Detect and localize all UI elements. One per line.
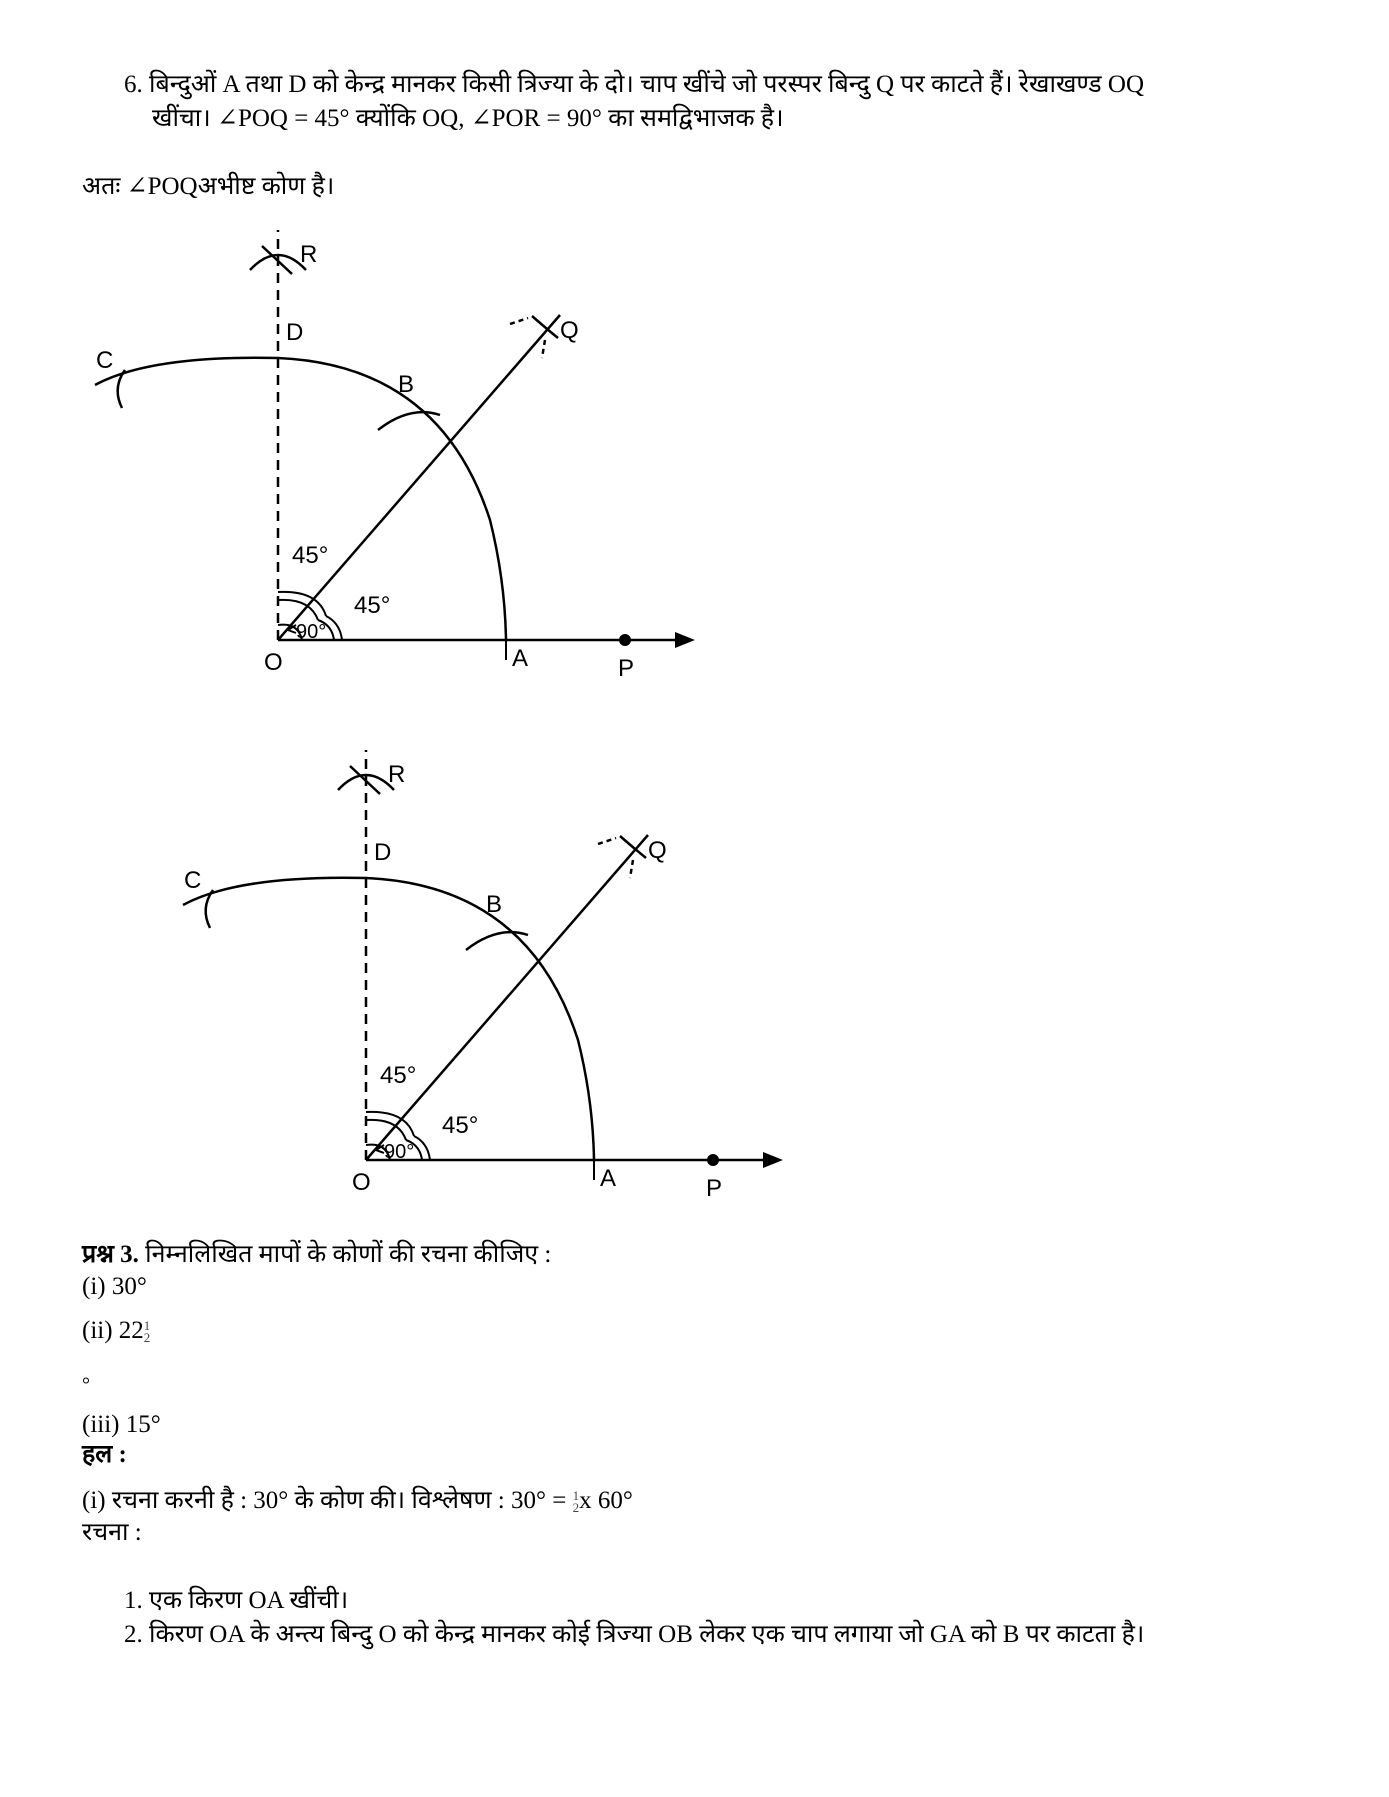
fraction-half: 1 2: [572, 1488, 580, 1516]
step6-line1: [124, 70, 1144, 100]
angle-45-lower: 45°: [354, 592, 391, 619]
label-P: P: [706, 1175, 723, 1200]
label-D: D: [374, 839, 392, 866]
label-B: B: [486, 891, 503, 918]
solution-part1: (i) रचना करनी है : 30° के कोण की। विश्लेषण : 30° = 1 2 x 60°: [82, 1487, 633, 1516]
question-text: निम्नलिखित मापों के कोणों की रचना कीजिए :: [145, 1241, 552, 1268]
label-C: C: [96, 347, 114, 374]
label-Q: Q: [648, 837, 667, 864]
solution-heading: हल :: [82, 1441, 127, 1468]
label-P: P: [618, 655, 635, 680]
question-heading: [82, 1240, 551, 1270]
step-1: 1. एक किरण OA खींची।: [124, 1587, 349, 1614]
step-number: 6.: [124, 71, 143, 98]
arc-mark-B: [378, 412, 440, 430]
label-B: B: [398, 371, 415, 398]
label-R: R: [300, 241, 318, 268]
fraction-half: 1 2: [143, 1318, 151, 1346]
question-prefix: प्रश्न 3.: [82, 1241, 139, 1268]
label-A: A: [512, 645, 529, 672]
step-2: 2. किरण OA के अन्त्य बिन्दु O को केन्द्र मानकर कोई त्रिज्या OB लेकर एक चाप लगाया जो GA को B पर काटता है।: [124, 1621, 1145, 1648]
arc-CBA: [95, 358, 506, 640]
conclusion-text: अतः ∠POQअभीष्ट कोण है।: [82, 173, 335, 200]
degree-symbol: °: [82, 1374, 90, 1396]
label-R: R: [388, 761, 406, 788]
angle-90: 90°: [384, 1141, 415, 1163]
angle-45-upper: 45°: [292, 542, 329, 569]
label-O: O: [264, 649, 283, 676]
question-item-3: (iii) 15°: [82, 1411, 161, 1438]
label-C: C: [184, 867, 202, 894]
question-item-2: (ii) 22 1 2: [82, 1317, 151, 1346]
construction-figure-1: [0, 220, 760, 680]
construction-label: रचना :: [82, 1519, 142, 1546]
label-O: O: [352, 1169, 371, 1196]
label-D: D: [286, 319, 304, 346]
question-item-1: (i) 30°: [82, 1273, 147, 1300]
step6-text-1: बिन्दुओं A तथा D को केन्द्र मानकर किसी त्रिज्या के दो। चाप खींचे जो परस्पर बिन्दु Q पर काटते हैं। रेखाखण्ड OQ: [149, 71, 1145, 98]
label-A: A: [600, 1165, 617, 1192]
construction-figure-2: [68, 740, 868, 1200]
point-P: [619, 634, 631, 646]
step6-line2: खींचा। ∠POQ = 45° क्योंकि OQ, ∠POR = 90° का समद्विभाजक है।: [152, 105, 784, 132]
angle-90: 90°: [296, 621, 327, 643]
angle-45-upper: 45°: [380, 1062, 417, 1089]
angle-45-lower: 45°: [442, 1112, 479, 1139]
label-Q: Q: [560, 317, 579, 344]
